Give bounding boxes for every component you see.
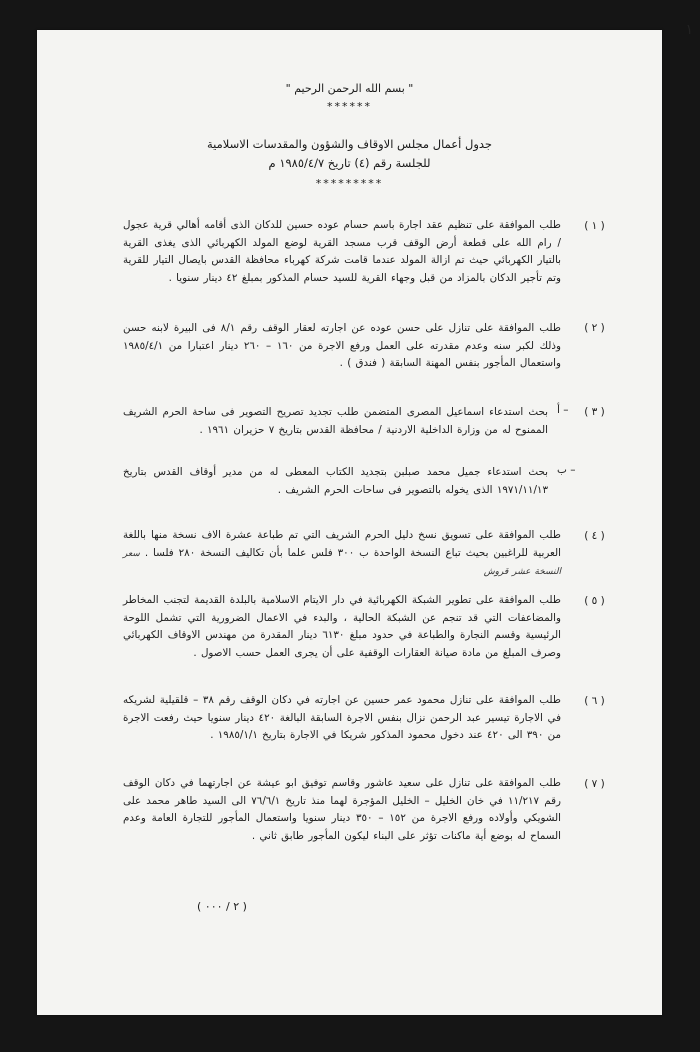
- item-number: ( ٦ ): [584, 695, 605, 707]
- item-number: ( ٥ ): [584, 595, 605, 607]
- document-page: [37, 30, 662, 1015]
- item-number: ( ٣ ): [584, 406, 605, 418]
- sub-item-marker: ب –: [557, 464, 576, 476]
- agenda-item-5: طلب الموافقة على تطوير الشبكة الكهربائية في دار الايتام الاسلامية بالبلدة القديمة لتجنب المخاطر والمضاعفات التي قد تنجم عن الشبكة الحالية ، والبدء في الاعمال الضرورية التي تشمل اللوحة الرئيسية وقسم النجارة والطباعة في حدود مبلغ ٦١٣٠ دينار المقدرة من مهندس الاوقاف الكهربائي وصرف المبلغ من مادة صيانة العقارات الوقفية على أن يجرى العمل حسب الاصول .: [123, 594, 561, 659]
- item-number: ( ٤ ): [584, 530, 605, 542]
- agenda-item-1: طلب الموافقة على تنظيم عقد اجارة باسم حسام عوده حسين للدكان الذى أقامه أهالي قرية عجول / رام الله على قطعة أرض الوقف قرب مسجد القرية لوضع المولد الكهربائي الذى يغذى القرية بالتيار الكهربائي حيث تم ازالة المولد عندما قامت شركة كهرباء محافظة القدس بايصال التيار للقرية وتم تأجير الدكان بالمزاد من قبل وجهاء القرية للسيد حسام المذكور بمبلغ ٤٢ دينار سنويا .: [123, 219, 561, 284]
- agenda-item-4: [123, 527, 561, 582]
- item-number: ( ٢ ): [584, 322, 605, 334]
- agenda-item-3a: بحث استدعاء اسماعيل المصرى المتضمن طلب تجديد تصريح التصوير فى ساحة الحرم الشريف الممنوح له من وزارة الداخلية الاردنية / محافظة القدس بتاريخ ٧ حزيران ١٩٦١ .: [123, 406, 548, 436]
- item-number: ( ٧ ): [584, 778, 605, 790]
- corner-mark: ١: [685, 22, 693, 38]
- agenda-item-6: طلب الموافقة على تنازل محمود عمر حسين عن اجارته في دكان الوقف رقم ٣٨ – قلقيلية لشريكه في الاجارة تيسير عبد الرحمن نزال بنفس الاجرة السابقة البالغة ٤٢٠ دينار سنويا حيث رفعت الاجرة من ٣٩٠ الى ٤٢٠ عند دخول محمود المذكور شريكا في الاجارة بتاريخ ١٩٨٥/١/١ .: [123, 694, 562, 741]
- stars-divider-bottom: *********: [315, 177, 384, 190]
- agenda-item-3b: بحث استدعاء جميل محمد صبلبن بتجديد الكتاب المعطى له من مدير أوقاف القدس بتاريخ ١٩٧١/١١/١٣ الذى يخوله بالتصوير فى ساحات الحرم الشريف .: [123, 466, 548, 496]
- basmala: " بسم الله الرحمن الرحيم ": [285, 82, 414, 95]
- stars-divider-top: ******: [327, 100, 372, 113]
- page-continuation: ( ٢ / ٠٠٠ ): [197, 900, 247, 913]
- agenda-item-2: طلب الموافقة على تنازل على حسن عوده عن اجارته لعقار الوقف رقم ٨/١ فى البيرة لابنه حسن وذلك لكبر سنه وعدم مقدرته على العمل ورفع الاجرة من ١٦٠ – ٢٦٠ دينار اعتبارا من ١٩٨٥/٤/١ واستعمال المأجور بنفس المهنة السابقة ( فندق ) .: [123, 322, 561, 369]
- handwritten-note: سعر النسخة عشر قروش: [123, 548, 561, 577]
- page-title: جدول أعمال مجلس الاوقاف والشؤون والمقدسات الاسلامية: [206, 137, 493, 151]
- item-number: ( ١ ): [584, 220, 605, 232]
- sub-item-marker: أ –: [557, 404, 569, 416]
- agenda-item-7: طلب الموافقة على تنازل على سعيد عاشور وقاسم توفيق ابو عيشة عن اجارتهما في دكان الوقف رقم ١١/٢١٧ في خان الخليل – الخليل المؤجرة لهما منذ تاريخ ٧٦/٦/١ الى السيد طاهر محمد على الشويكي وأولاده ورفع الاجرة من ١٥٢ – ٣٥٠ دينار سنويا واستعمال المأجور للتجارة العامة وعدم السماح له بوضع أية ماكنات تؤثر على البناء ليكون المأجور طابق ثاني .: [123, 777, 561, 842]
- session-subtitle: للجلسة رقم (٤) تاريخ ١٩٨٥/٤/٧ م: [268, 156, 431, 170]
- item-text: طلب الموافقة على تسويق نسخ دليل الحرم الشريف التي تم طباعة عشرة الاف نسخة منها باللغة العربية للراغبين بحيث تباع النسخة الواحدة ب ٣٠٠ فلس علما بأن تكاليف النسخة ٢٨٠ فلسا .: [123, 529, 562, 559]
